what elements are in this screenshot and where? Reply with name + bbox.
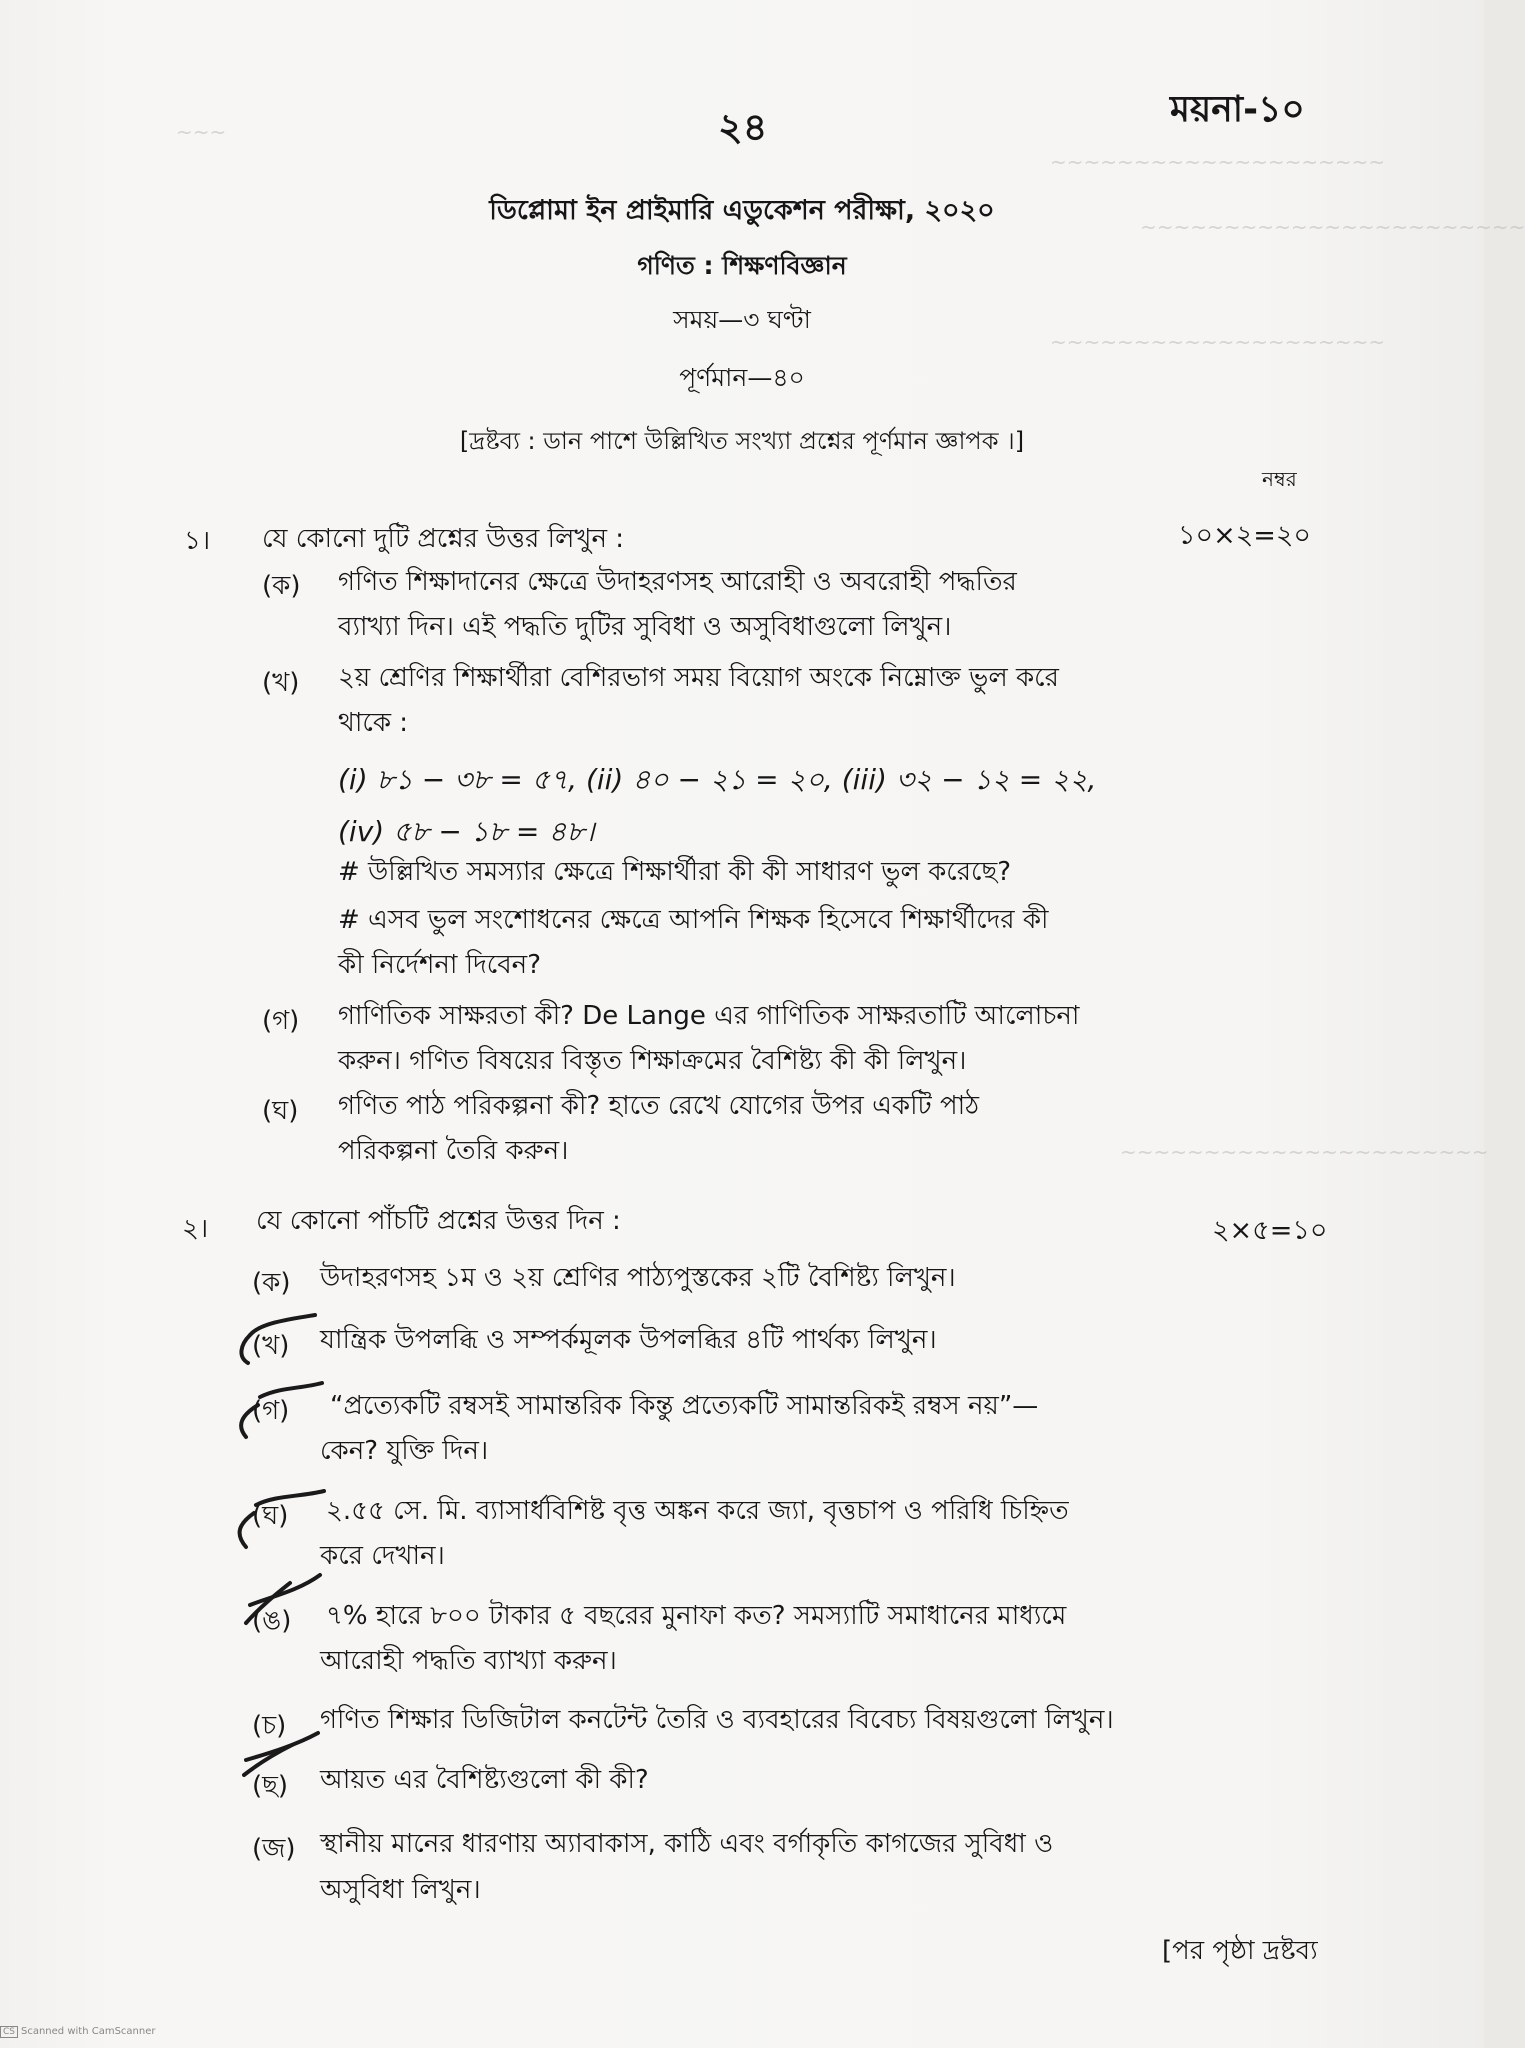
q2-item-ja-label: (জ) xyxy=(252,1834,296,1864)
page-number: ২৪ xyxy=(718,105,768,149)
q2-item-gha-line-1: ২.৫৫ সে. মি. ব্যাসার্ধবিশিষ্ট বৃত্ত অঙ্কন করে জ্যা, বৃত্তচাপ ও পরিধি চিহ্নিত xyxy=(326,1496,1069,1526)
q1-item-gha-line-2: পরিকল্পনা তৈরি করুন। xyxy=(338,1136,569,1166)
q2-item-nga-label: (ঙ) xyxy=(252,1606,292,1636)
scanner-text: Scanned with CamScanner xyxy=(21,2026,156,2037)
q2-item-chha-label: (ছ) xyxy=(252,1771,289,1801)
q1-item-kha-sub-2-line-1: # এসব ভুল সংশোধনের ক্ষেত্রে আপনি শিক্ষক হিসেবে শিক্ষার্থীদের কী xyxy=(338,905,1049,935)
exam-full-marks: পূর্ণমান—৪০ xyxy=(679,363,805,392)
q1-item-kha-sub-1: # উল্লিখিত সমস্যার ক্ষেত্রে শিক্ষার্থীরা কী কী সাধারণ ভুল করেছে? xyxy=(338,857,1012,887)
bleed-through-text: ~~~~~~~~~~~~~~~~~~~~ xyxy=(1050,150,1386,174)
q2-item-gha-line-2: করে দেখান। xyxy=(320,1541,445,1571)
question-2-number: ২। xyxy=(182,1214,209,1244)
q2-item-chha-line-1: আয়ত এর বৈশিষ্ট্যগুলো কী কী? xyxy=(320,1765,649,1795)
q1-item-gha-line-1: গণিত পাঠ পরিকল্পনা কী? হাতে রেখে যোগের উপর একটি পাঠ xyxy=(338,1091,980,1121)
pen-stroke xyxy=(241,1335,250,1363)
question-1-number: ১। xyxy=(184,526,211,556)
question-1-instruction: যে কোনো দুটি প্রশ্নের উত্তর লিখুন : xyxy=(262,524,624,554)
q2-item-cha-line-1: গণিত শিক্ষার ডিজিটাল কনটেন্ট তৈরি ও ব্যবহারের বিবেচ্য বিষয়গুলো লিখুন। xyxy=(320,1705,1114,1735)
question-2-marks: ২×৫=১০ xyxy=(1212,1215,1328,1246)
q1-item-kha-line-2: থাকে : xyxy=(338,708,409,738)
q1-item-kha-line-1: ২য় শ্রেণির শিক্ষার্থীরা বেশিরভাগ সময় বিয়োগ অংকে নিম্নোক্ত ভুল করে xyxy=(338,663,1059,693)
exam-subject: গণিত : শিক্ষণবিজ্ঞান xyxy=(637,251,847,280)
q1-item-ga-label: (গ) xyxy=(262,1006,300,1036)
q1-item-ka-line-1: গণিত শিক্ষাদানের ক্ষেত্রে উদাহরণসহ আরোহী ও অবরোহী পদ্ধতির xyxy=(338,567,1017,597)
scanner-watermark xyxy=(0,2026,156,2038)
exam-note: [দ্রষ্টব্য : ডান পাশে উল্লিখিত সংখ্যা প্রশ্নের পূর্ণমান জ্ঞাপক ।] xyxy=(459,427,1025,455)
q2-item-ka-line-1: উদাহরণসহ ১ম ও ২য় শ্রেণির পাঠ্যপুস্তকের ২টি বৈশিষ্ট্য লিখুন। xyxy=(320,1263,956,1293)
q1-item-ga-line-2: করুন। গণিত বিষয়ের বিস্তৃত শিক্ষাক্রমের বৈশিষ্ট্য কী কী লিখুন। xyxy=(338,1046,967,1076)
continue-note: [পর পৃষ্ঠা দ্রষ্টব্য xyxy=(1162,1936,1318,1966)
q2-item-kha-line-1: যান্ত্রিক উপলব্ধি ও সম্পর্কমূলক উপলব্ধির ৪টি পার্থক্য লিখুন। xyxy=(320,1325,937,1355)
q2-item-ja-line-2: অসুবিধা লিখুন। xyxy=(320,1875,481,1905)
bleed-through-text: ~~~~~~~~~~~~~~~~~~~~ xyxy=(1050,330,1386,354)
exam-title: ডিপ্লোমা ইন প্রাইমারি এডুকেশন পরীক্ষা, ২০২০ xyxy=(489,195,995,226)
question-2-instruction: যে কোনো পাঁচটি প্রশ্নের উত্তর দিন : xyxy=(256,1206,621,1236)
q1-item-kha-formula-2: (iv) ৫৮ − ১৮ = ৪৮। xyxy=(338,815,595,848)
marks-column-label: নম্বর xyxy=(1262,467,1297,491)
q1-item-ga-line-1: গাণিতিক সাক্ষরতা কী? De Lange এর গাণিতিক সাক্ষরতাটি আলোচনা xyxy=(338,1001,1080,1031)
bleed-through-text: ~~~~~~~~~~~~~~~~~~~~~~~ xyxy=(1140,215,1525,239)
q1-item-ka-label: (ক) xyxy=(262,571,301,601)
q2-item-nga-line-1: ৭% হারে ৮০০ টাকার ৫ বছরের মুনাফা কত? সমস্যাটি সমাধানের মাধ্যমে xyxy=(326,1601,1067,1631)
q2-item-ga-label: (গ) xyxy=(252,1396,290,1426)
q2-item-cha-label: (চ) xyxy=(252,1711,287,1741)
q2-item-nga-line-2: আরোহী পদ্ধতি ব্যাখ্যা করুন। xyxy=(320,1646,617,1676)
q2-item-ga-line-2: কেন? যুক্তি দিন। xyxy=(320,1436,489,1466)
question-1-marks: ১০×২=২০ xyxy=(1178,520,1311,551)
q1-item-gha-label: (ঘ) xyxy=(262,1096,299,1126)
q2-item-gha-label: (ঘ) xyxy=(252,1501,289,1531)
q2-item-ga-line-1: “প্রত্যেকটি রম্বসই সামান্তরিক কিন্তু প্রত্যেকটি সামান্তরিকই রম্বস নয়”— xyxy=(330,1391,1039,1421)
q1-item-kha-formula-1: (i) ৮১ − ৩৮ = ৫৭, (ii) ৪০ − ২১ = ২০, (iii) ৩২ − ১২ = ২২, xyxy=(338,763,1097,796)
exam-time: সময়—৩ ঘণ্টা xyxy=(673,305,811,334)
bleed-through-text: ~~~ xyxy=(176,120,227,144)
bleed-through-text: ~~~~~~~~~~~~~~~~~~~~~~ xyxy=(1120,1140,1489,1164)
q1-item-ka-line-2: ব্যাখ্যা দিন। এই পদ্ধতি দুটির সুবিধা ও অসুবিধাগুলো লিখুন। xyxy=(338,612,952,642)
q2-item-kha-label: (খ) xyxy=(252,1331,290,1361)
q2-item-ka-label: (ক) xyxy=(252,1268,291,1298)
scanner-badge: CS xyxy=(0,2026,18,2038)
q1-item-kha-label: (খ) xyxy=(262,668,300,698)
q1-item-kha-sub-2-line-2: কী নির্দেশনা দিবেন? xyxy=(338,950,541,980)
q2-item-ja-line-1: স্থানীয় মানের ধারণায় অ্যাবাকাস, কাঠি এবং বর্গাকৃতি কাগজের সুবিধা ও xyxy=(320,1829,1054,1859)
set-code: ময়না-১০ xyxy=(1170,89,1305,130)
